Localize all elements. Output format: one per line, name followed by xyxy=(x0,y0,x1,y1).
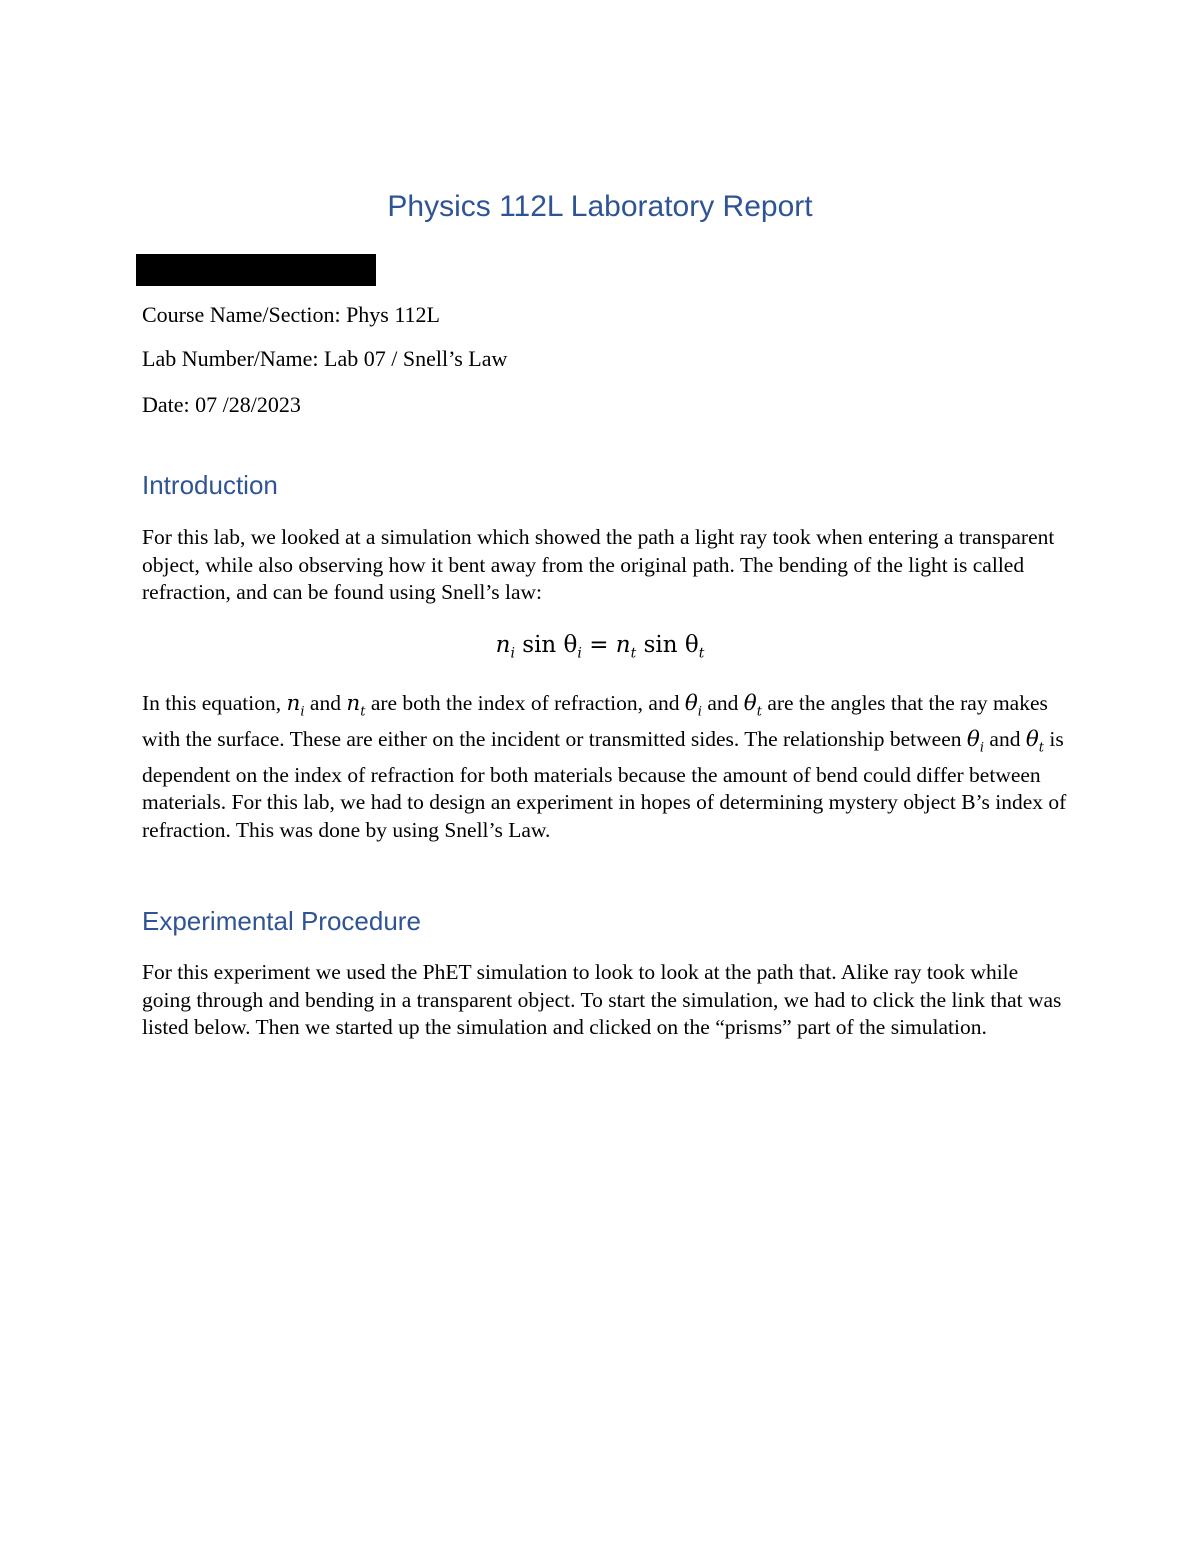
p2-text-5: are the angles that the ray makes with the surface. These are either on the incident or transmitted sides. The relationship between xyxy=(142,691,1048,751)
p2-text-7: is dependent on the index of refraction for both materials because the amount of bend could differ between materials. For this lab, we had to design an experiment in hopes of determining mystery object B’s index of refraction. This was done by using Snell’s Law. xyxy=(142,726,1067,842)
p2-n-i-sub: i xyxy=(300,704,305,720)
introduction-paragraph-2 xyxy=(142,690,1072,845)
p2-n-i: n xyxy=(286,691,301,716)
eq-equals: = xyxy=(589,632,609,658)
p2-theta-t-2-sub: t xyxy=(1038,740,1045,756)
p2-text-2: and xyxy=(304,691,347,715)
p2-theta-i-2: θ xyxy=(966,726,980,752)
p2-theta-t-2: θ xyxy=(1025,726,1039,752)
p2-n-t-sub: t xyxy=(360,704,366,720)
eq-n-transmitted-sub: t xyxy=(630,645,637,662)
eq-n-incident: n xyxy=(495,632,511,658)
course-line: Course Name/Section: Phys 112L xyxy=(142,302,440,327)
lab-line: Lab Number/Name: Lab 07 / Snell’s Law xyxy=(142,346,508,371)
p2-theta-t-sub: t xyxy=(756,704,762,720)
eq-sin-incident: sin θ xyxy=(522,632,578,658)
p2-text-6: and xyxy=(984,726,1026,751)
introduction-heading: Introduction xyxy=(142,470,278,500)
eq-sin-transmitted: sin θ xyxy=(643,632,699,658)
eq-theta-transmitted-sub: t xyxy=(698,645,705,662)
page-title: Physics 112L Laboratory Report xyxy=(387,190,813,223)
experimental-procedure-heading: Experimental Procedure xyxy=(142,906,421,936)
p2-theta-i: θ xyxy=(684,691,698,716)
p2-text-1: In this equation, xyxy=(142,691,287,715)
eq-theta-incident-sub: i xyxy=(577,645,582,662)
eq-n-incident-sub: i xyxy=(510,645,515,662)
introduction-paragraph-1: For this lab, we looked at a simulation which showed the path a light ray took when entering a transparent object, while also observing how it bent away from the original path. The bending of the light is called refraction, and can be found using Snell’s law: xyxy=(142,525,1055,605)
p2-theta-i-2-sub: i xyxy=(979,740,985,756)
p2-text-4: and xyxy=(701,691,744,715)
p2-text-3: are both the index of refraction, and xyxy=(365,691,685,715)
redacted-name-block xyxy=(136,254,376,286)
p2-theta-i-sub: i xyxy=(697,704,702,720)
p2-n-t: n xyxy=(346,691,361,716)
procedure-paragraph-1: For this experiment we used the PhET simulation to look to look at the path that. Alike ray took while going through and bending in a transparent object. To start the simulation, we had to click the link that was listed below. Then we started up the simulation and clicked on the “prisms” part of the simulation. xyxy=(142,960,1062,1040)
eq-n-transmitted: n xyxy=(615,632,631,658)
snells-law-equation xyxy=(0,632,1200,662)
p2-theta-t: θ xyxy=(743,691,757,716)
date-line: Date: 07 /28/2023 xyxy=(142,392,301,417)
